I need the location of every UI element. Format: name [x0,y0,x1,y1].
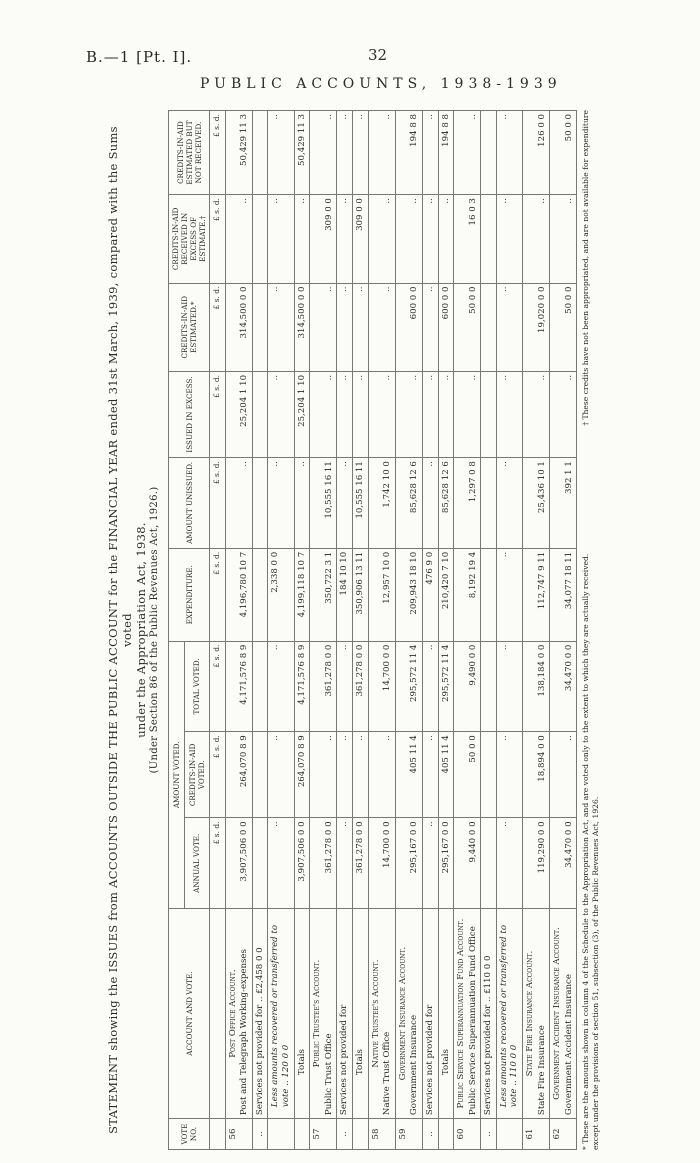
amount-annual: 9,440 0 0 [454,818,481,909]
account-label: State Fire Insurance [536,1025,547,1116]
amount-cest [252,283,268,371]
amount-total: 4,171,576 8 9 [294,641,310,732]
vote-number [496,1119,522,1150]
amount-cnot: .. [454,111,481,195]
amount-cexc: .. [422,195,438,283]
amount-cest: 600 0 0 [438,283,454,371]
amount-cvoted: 405 11 4 [395,732,422,818]
amount-exp: 350,722 3 1 [310,548,337,641]
amount-unissued: 85,628 12 6 [395,458,422,549]
amount-exp: 184 10 10 [337,548,353,641]
amount-total: 14,700 0 0 [368,641,395,732]
totals-row [294,111,310,1150]
amount-annual [481,818,497,909]
account-label: Less amounts recovered or transferred to vote .. 110 0 0 [498,924,520,1108]
amount-total: 295,572 11 4 [395,641,422,732]
account-cell [438,909,454,1119]
statement-caption [106,110,162,1150]
amount-total: .. [337,641,353,732]
account-label: Services not provided for [424,1004,435,1116]
account-cell [225,909,252,1119]
footnote-star-cont: except under the provisions of section 51, subsection (3), of the Public Revenues Act, 1926. [591,796,601,1150]
amount-excess: .. [454,371,481,457]
amount-cnot: 194 8 8 [438,111,454,195]
amount-annual: 3,907,506 0 0 [225,818,252,909]
amount-cest: .. [368,283,395,371]
table-row [454,111,481,1150]
amount-unissued: .. [268,458,294,549]
vote-number [294,1119,310,1150]
blank-cell [210,1119,226,1150]
amount-cest [481,283,497,371]
amount-cexc: .. [368,195,395,283]
units-label: £ s. d. [210,641,226,732]
units-label: £ s. d. [210,195,226,283]
account-cell [422,909,438,1119]
amount-cnot: .. [268,111,294,195]
amount-cexc: .. [523,195,550,283]
units-label: £ s. d. [210,458,226,549]
col-account: ACCOUNT AND VOTE. [169,909,210,1119]
amount-cest: 314,500 0 0 [294,283,310,371]
account-heading: Post Office Account. [227,969,238,1058]
amount-annual: 295,167 0 0 [395,818,422,909]
amount-exp: 112,747 9 11 [523,548,550,641]
table-row [268,111,294,1150]
amount-cvoted: .. [310,732,337,818]
document-reference: B.—1 [Pt. I]. [86,48,193,66]
account-heading: State Fire Insurance Account. [525,950,536,1077]
amount-excess: .. [368,371,395,457]
col-credits-not-received: CREDITS-IN-AID ESTIMATED BUT NOT RECEIVED. [169,111,210,195]
col-annual-vote: ANNUAL VOTE. [184,818,210,909]
vote-number: 58 [368,1119,395,1150]
vote-number [438,1119,454,1150]
amount-excess: 25,204 1 10 [225,371,252,457]
amount-exp: 476 9 0 [422,548,438,641]
units-label: £ s. d. [210,371,226,457]
amount-total: .. [268,641,294,732]
account-heading: Public Service Superannuation Fund Account. [456,918,467,1109]
amount-cexc: 309 0 0 [352,195,368,283]
account-label: Post and Telegraph Working-expenses [239,949,250,1116]
amount-cest: .. [268,283,294,371]
amount-cvoted: 405 11 4 [438,732,454,818]
amount-total: .. [422,641,438,732]
amount-cvoted: .. [496,732,522,818]
amount-annual: 361,278 0 0 [310,818,337,909]
amount-cest: .. [310,283,337,371]
account-label: Services not provided for .. £2,458 0 0 [254,947,265,1116]
account-label: Less amounts recovered or transferred to vote .. 120 0 0 [270,924,291,1108]
amount-cvoted: 50 0 0 [454,732,481,818]
footnote-dagger: † These credits have not been appropriated, and are not available for expenditure [581,110,591,426]
caption-line-1: STATEMENT showing the ISSUES from ACCOUNTS OUTSIDE THE PUBLIC ACCOUNT for the FINANCIAL YEAR ended 31st March, 1939, compared with the Sums voted [106,126,134,1134]
amount-unissued: 392 1 1 [550,458,577,549]
amount-cexc: .. [550,195,577,283]
amount-cnot: .. [422,111,438,195]
amount-cnot: .. [368,111,395,195]
amount-exp [481,548,497,641]
amount-total: 361,278 0 0 [352,641,368,732]
amount-exp: 209,943 18 10 [395,548,422,641]
account-label: Public Trust Office [323,1033,334,1116]
amount-cvoted: 18,894 0 0 [523,732,550,818]
amount-excess [481,371,497,457]
amount-cest: 600 0 0 [395,283,422,371]
amount-cnot [252,111,268,195]
amount-cvoted: .. [422,732,438,818]
amount-excess: .. [438,371,454,457]
amount-excess: .. [422,371,438,457]
amount-total: 4,171,576 8 9 [225,641,252,732]
col-expenditure: EXPENDITURE. [169,548,210,641]
amount-unissued: 1,297 0 8 [454,458,481,549]
amount-annual: 361,278 0 0 [352,818,368,909]
amount-cnot: 50,429 11 3 [225,111,252,195]
account-heading: Native Trustee's Account. [370,959,381,1068]
amount-cexc: .. [225,195,252,283]
amount-cest: 314,500 0 0 [225,283,252,371]
amount-total: 361,278 0 0 [310,641,337,732]
totals-row [438,111,454,1150]
units-label: £ s. d. [210,818,226,909]
amount-cexc: .. [294,195,310,283]
amount-exp: 4,196,780 10 7 [225,548,252,641]
amount-exp: .. [496,548,522,641]
amount-unissued: 10,555 16 11 [310,458,337,549]
amount-annual: 34,470 0 0 [550,818,577,909]
amount-cexc [481,195,497,283]
amount-exp: 12,957 10 0 [368,548,395,641]
amount-cexc: .. [268,195,294,283]
amount-unissued: .. [496,458,522,549]
amount-exp: 8,192 19 4 [454,548,481,641]
account-cell [368,909,395,1119]
account-label: Services not provided for .. £110 0 0 [483,955,494,1116]
amount-cexc: .. [496,195,522,283]
amount-cest: 50 0 0 [550,283,577,371]
amount-excess: .. [337,371,353,457]
amount-annual: 14,700 0 0 [368,818,395,909]
caption-line-3: (Under Section 86 of the Public Revenues Act, 1926.) [149,486,160,774]
rotated-statement [104,110,694,1150]
vote-number: 59 [395,1119,422,1150]
amount-exp: 34,077 18 11 [550,548,577,641]
page-number: 32 [368,46,388,64]
col-vote-no: VOTE NO. [169,1119,210,1150]
amount-cest: .. [337,283,353,371]
amount-cnot: 126 0 0 [523,111,550,195]
col-unissued: AMOUNT UNISSUED. [169,458,210,549]
amount-unissued: 25,436 10 1 [523,458,550,549]
amount-total: 138,184 0 0 [523,641,550,732]
amount-total: 9,490 0 0 [454,641,481,732]
account-cell [310,909,337,1119]
account-cell [550,909,577,1119]
amount-cnot: 50,429 11 3 [294,111,310,195]
amount-excess: .. [310,371,337,457]
running-head: PUBLIC ACCOUNTS, 1938-1939 [200,76,562,92]
amount-cnot: 194 8 8 [395,111,422,195]
account-cell [337,909,353,1119]
vote-number: .. [481,1119,497,1150]
amount-unissued: .. [422,458,438,549]
account-heading: Public Trustee's Account. [312,959,323,1068]
amount-unissued: 1,742 10 0 [368,458,395,549]
footnote-star: * These are the amounts shown in column 4 of the Schedule to the Appropriation Act, and are voted only to the extent to which they are actually received. [581,553,591,1150]
blank-cell [210,909,226,1119]
amount-cvoted: 264,070 8 9 [294,732,310,818]
account-cell [523,909,550,1119]
amount-cexc: 16 0 3 [454,195,481,283]
account-cell [481,909,497,1119]
amount-unissued: .. [294,458,310,549]
units-label: £ s. d. [210,548,226,641]
amount-cest: .. [496,283,522,371]
account-label: Totals [296,1049,307,1076]
amount-cvoted: .. [368,732,395,818]
account-cell [294,909,310,1119]
amount-cnot: .. [310,111,337,195]
account-label: Totals [440,1049,451,1076]
amount-cexc: .. [395,195,422,283]
amount-total [252,641,268,732]
amount-exp: 210,420 7 10 [438,548,454,641]
units-label: £ s. d. [210,732,226,818]
amount-cest: 50 0 0 [454,283,481,371]
amount-cnot: .. [496,111,522,195]
amount-cnot: .. [337,111,353,195]
table-row [523,111,550,1150]
vote-number: 62 [550,1119,577,1150]
account-cell [268,909,294,1119]
account-heading: Government Insurance Account. [397,946,408,1081]
amount-exp: 350,906 13 11 [352,548,368,641]
caption-line-2: under the Appropriation Act, 1938. [134,522,148,738]
amount-cvoted: .. [550,732,577,818]
account-label: Totals [354,1049,365,1076]
amount-cvoted: .. [337,732,353,818]
table-row [310,111,337,1150]
amount-excess: 25,204 1 10 [294,371,310,457]
amount-annual [252,818,268,909]
amount-cest: .. [422,283,438,371]
account-cell [496,909,522,1119]
amount-unissued: 10,555 16 11 [352,458,368,549]
amount-total [481,641,497,732]
table-row [481,111,497,1150]
amount-excess: .. [496,371,522,457]
amount-annual: 3,907,506 0 0 [294,818,310,909]
footnotes [581,110,601,1150]
col-credits-voted: CREDITS-IN-AID VOTED. [184,732,210,818]
statement-body [210,111,577,1150]
account-heading: Government Accident Insurance Account. [552,927,563,1100]
amount-unissued [481,458,497,549]
vote-number: 60 [454,1119,481,1150]
amount-total: .. [496,641,522,732]
amount-excess: .. [268,371,294,457]
amount-excess: .. [352,371,368,457]
amount-cexc: 309 0 0 [310,195,337,283]
amount-cvoted: 264,070 8 9 [225,732,252,818]
account-label: Public Service Superannuation Fund Office [467,926,478,1116]
amount-annual: .. [337,818,353,909]
col-credits-estimated: CREDITS-IN-AID ESTIMATED.* [169,283,210,371]
table-row [395,111,422,1150]
amount-annual: .. [268,818,294,909]
col-credits-excess: CREDITS-IN-AID RECEIVED IN EXCESS OF ESTIMATE.† [169,195,210,283]
account-cell [454,909,481,1119]
amount-exp: 4,199,118 10 7 [294,548,310,641]
amount-cexc [252,195,268,283]
amount-total: 295,572 11 4 [438,641,454,732]
amount-cnot: 50 0 0 [550,111,577,195]
account-cell [252,909,268,1119]
col-amount-voted: AMOUNT VOTED. [169,641,185,908]
account-cell [395,909,422,1119]
table-row [496,111,522,1150]
amount-unissued: 85,628 12 6 [438,458,454,549]
amount-cnot: .. [352,111,368,195]
amount-exp [252,548,268,641]
vote-number [352,1119,368,1150]
vote-number: .. [252,1119,268,1150]
amount-annual: .. [422,818,438,909]
account-label: Services not provided for [339,1004,350,1116]
amount-cest: .. [352,283,368,371]
amount-unissued: .. [337,458,353,549]
vote-number: 57 [310,1119,337,1150]
vote-number [268,1119,294,1150]
col-issued-excess: ISSUED IN EXCESS. [169,371,210,457]
amount-cvoted: .. [268,732,294,818]
units-label: £ s. d. [210,111,226,195]
amount-cexc: .. [337,195,353,283]
amount-cvoted: .. [352,732,368,818]
amount-cnot [481,111,497,195]
account-label: Native Trust Office [382,1031,393,1116]
statement-table [168,110,577,1150]
amount-cexc: .. [438,195,454,283]
amount-cvoted [252,732,268,818]
account-label: Government Accident Insurance [563,974,574,1116]
amount-annual: 295,167 0 0 [438,818,454,909]
amount-excess: .. [523,371,550,457]
table-row [368,111,395,1150]
table-row [422,111,438,1150]
table-row [252,111,268,1150]
amount-excess: .. [550,371,577,457]
table-row [225,111,252,1150]
vote-number: 61 [523,1119,550,1150]
amount-cvoted [481,732,497,818]
col-total-voted: TOTAL VOTED. [184,641,210,732]
units-row [210,111,226,1150]
amount-cest: 19,020 0 0 [523,283,550,371]
account-cell [352,909,368,1119]
vote-number: .. [337,1119,353,1150]
amount-excess [252,371,268,457]
amount-annual: .. [496,818,522,909]
vote-number: .. [422,1119,438,1150]
amount-exp: 2,338 0 0 [268,548,294,641]
amount-annual: 119,290 0 0 [523,818,550,909]
vote-number: 56 [225,1119,252,1150]
amount-unissued [252,458,268,549]
amount-total: 34,470 0 0 [550,641,577,732]
table-row [337,111,353,1150]
account-label: Government Insurance [409,1014,420,1116]
table-row [550,111,577,1150]
units-label: £ s. d. [210,283,226,371]
totals-row [352,111,368,1150]
amount-excess: .. [395,371,422,457]
amount-unissued: .. [225,458,252,549]
